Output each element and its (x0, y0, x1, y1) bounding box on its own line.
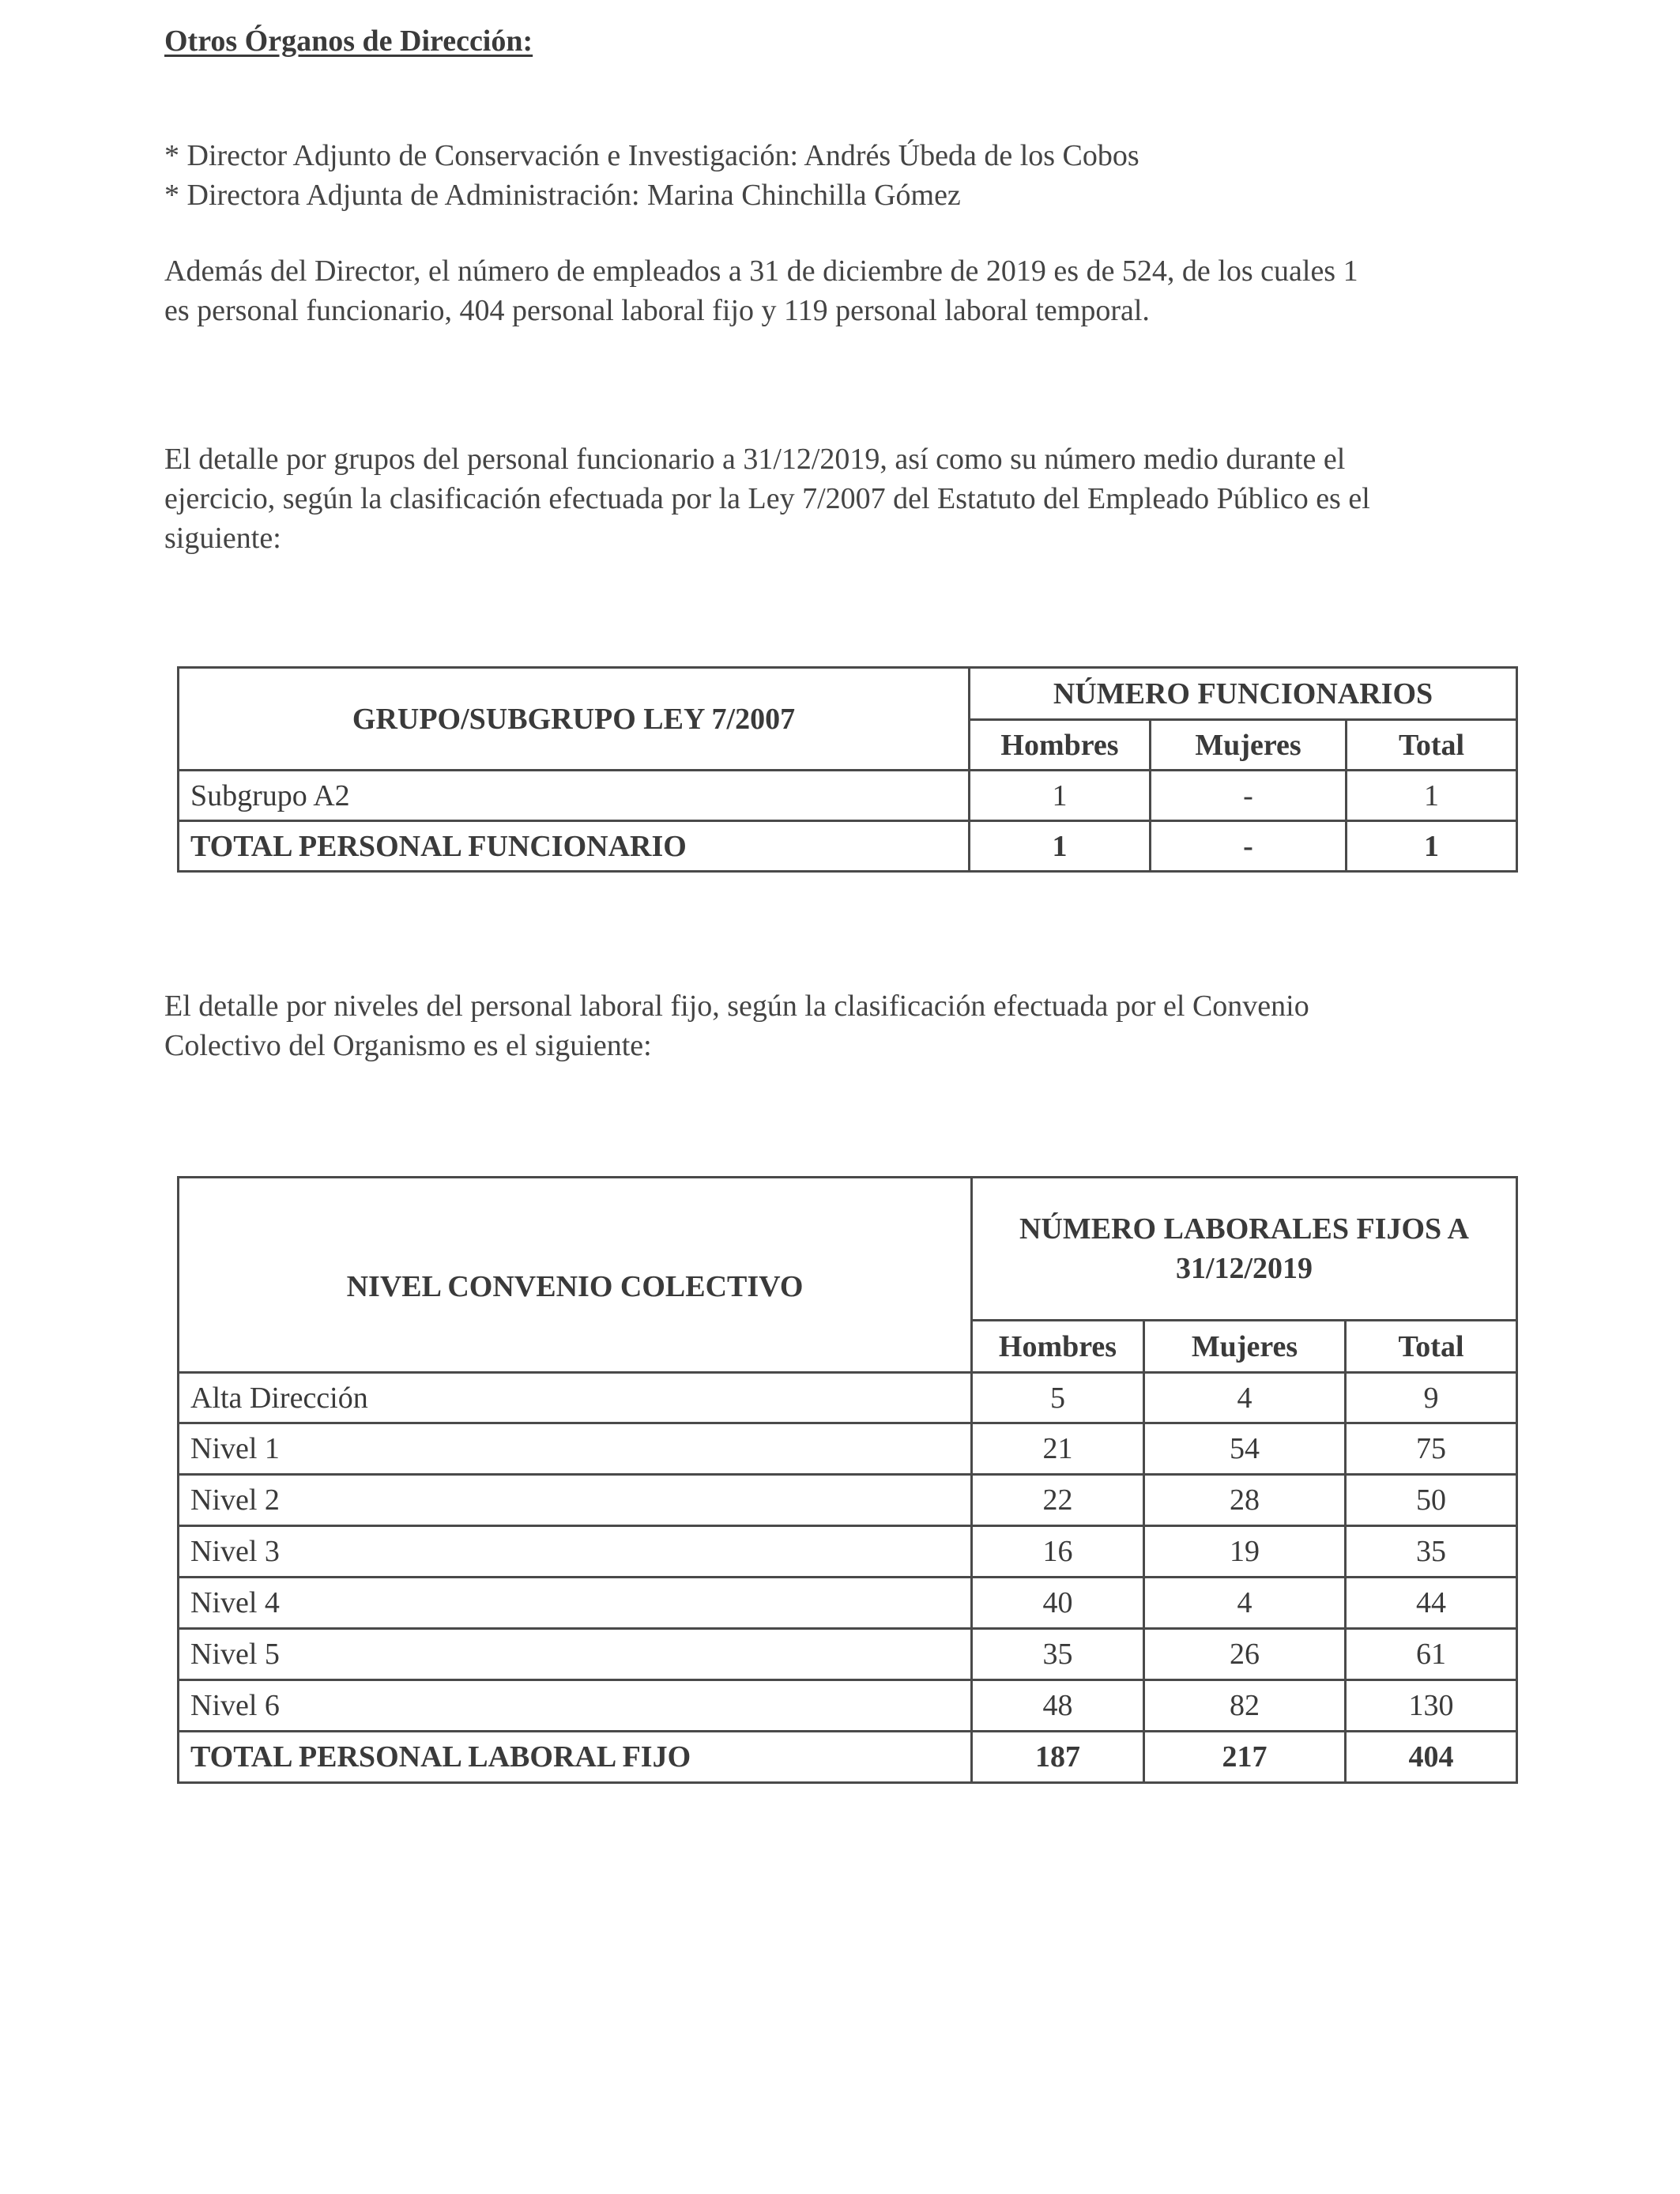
table-row (179, 1475, 1517, 1526)
cell-hombres: 35 (972, 1629, 1144, 1680)
row-label: Nivel 1 (179, 1423, 972, 1475)
row-label: Nivel 6 (179, 1680, 972, 1732)
cell-total: 50 (1346, 1475, 1517, 1526)
row-label: Alta Dirección (179, 1373, 972, 1423)
row-label: Nivel 5 (179, 1629, 972, 1680)
director-adjunto-line: * Director Adjunto de Conservación e Investigación: Andrés Úbeda de los Cobos (164, 139, 1139, 172)
cell-total: 61 (1346, 1629, 1517, 1680)
cell-mujeres: 19 (1144, 1526, 1346, 1578)
cell-mujeres: 4 (1144, 1578, 1346, 1629)
total-total: 404 (1346, 1732, 1517, 1783)
row-label: Nivel 4 (179, 1578, 972, 1629)
cell-hombres: 22 (972, 1475, 1144, 1526)
col-mujeres-header: Mujeres (1144, 1321, 1346, 1373)
directora-adjunta-line: * Directora Adjunta de Administración: Marina Chinchilla Gómez (164, 179, 961, 212)
cell-mujeres: 26 (1144, 1629, 1346, 1680)
col-total-header: Total (1347, 720, 1517, 771)
cell-hombres: 40 (972, 1578, 1144, 1629)
total-label: TOTAL PERSONAL LABORAL FIJO (179, 1732, 972, 1783)
cell-hombres: 1 (970, 771, 1151, 821)
paragraph-line: Además del Director, el número de empleados a 31 de diciembre de 2019 es de 524, de los cuales 1 (164, 254, 1358, 288)
table-row (179, 1373, 1517, 1423)
total-hombres: 1 (970, 821, 1151, 872)
number-header-line1: NÚMERO LABORALES FIJOS A (1019, 1212, 1470, 1246)
cell-total: 130 (1346, 1680, 1517, 1732)
cell-mujeres: - (1151, 771, 1347, 821)
cell-mujeres: 28 (1144, 1475, 1346, 1526)
group-header: GRUPO/SUBGRUPO LEY 7/2007 (179, 668, 970, 771)
cell-total: 44 (1346, 1578, 1517, 1629)
employees-paragraph (164, 251, 1460, 330)
table-row (179, 1526, 1517, 1578)
funcionario-intro (164, 439, 1460, 558)
row-label: Nivel 3 (179, 1526, 972, 1578)
paragraph-line: siguiente: (164, 522, 281, 555)
row-label: Subgrupo A2 (179, 771, 970, 821)
cell-mujeres: 4 (1144, 1373, 1346, 1423)
cell-total: 35 (1346, 1526, 1517, 1578)
paragraph-line: El detalle por grupos del personal funcionario a 31/12/2019, así como su número medio durante el (164, 443, 1346, 476)
laborales-fijos-table (177, 1176, 1518, 1784)
table-row (179, 1578, 1517, 1629)
directors-list (164, 136, 1460, 215)
row-label: Nivel 2 (179, 1475, 972, 1526)
col-hombres-header: Hombres (972, 1321, 1144, 1373)
cell-total: 1 (1347, 771, 1517, 821)
number-laborales-header (972, 1178, 1517, 1321)
paragraph-line: ejercicio, según la clasificación efectuada por la Ley 7/2007 del Estatuto del Empleado Público es el (164, 482, 1370, 515)
funcionarios-table (177, 666, 1518, 873)
cell-hombres: 21 (972, 1423, 1144, 1475)
cell-hombres: 16 (972, 1526, 1144, 1578)
total-label: TOTAL PERSONAL FUNCIONARIO (179, 821, 970, 872)
paragraph-line: El detalle por niveles del personal laboral fijo, según la clasificación efectuada por el Convenio (164, 990, 1309, 1023)
cell-hombres: 5 (972, 1373, 1144, 1423)
section-heading: Otros Órganos de Dirección: (164, 25, 533, 58)
col-mujeres-header: Mujeres (1151, 720, 1347, 771)
cell-total: 9 (1346, 1373, 1517, 1423)
total-mujeres: - (1151, 821, 1347, 872)
table-row (179, 771, 1517, 821)
laboral-intro (164, 986, 1460, 1065)
table-row (179, 1423, 1517, 1475)
total-hombres: 187 (972, 1732, 1144, 1783)
col-hombres-header: Hombres (970, 720, 1151, 771)
table-row (179, 1680, 1517, 1732)
paragraph-line: es personal funcionario, 404 personal laboral fijo y 119 personal laboral temporal. (164, 294, 1150, 327)
total-row (179, 1732, 1517, 1783)
cell-total: 75 (1346, 1423, 1517, 1475)
level-header: NIVEL CONVENIO COLECTIVO (179, 1178, 972, 1373)
total-mujeres: 217 (1144, 1732, 1346, 1783)
cell-hombres: 48 (972, 1680, 1144, 1732)
number-header-line2: 31/12/2019 (1175, 1252, 1313, 1285)
total-total: 1 (1347, 821, 1517, 872)
number-funcionarios-header: NÚMERO FUNCIONARIOS (970, 668, 1517, 720)
col-total-header: Total (1346, 1321, 1517, 1373)
cell-mujeres: 54 (1144, 1423, 1346, 1475)
cell-mujeres: 82 (1144, 1680, 1346, 1732)
table-row (179, 1629, 1517, 1680)
total-row (179, 821, 1517, 872)
paragraph-line: Colectivo del Organismo es el siguiente: (164, 1029, 652, 1062)
